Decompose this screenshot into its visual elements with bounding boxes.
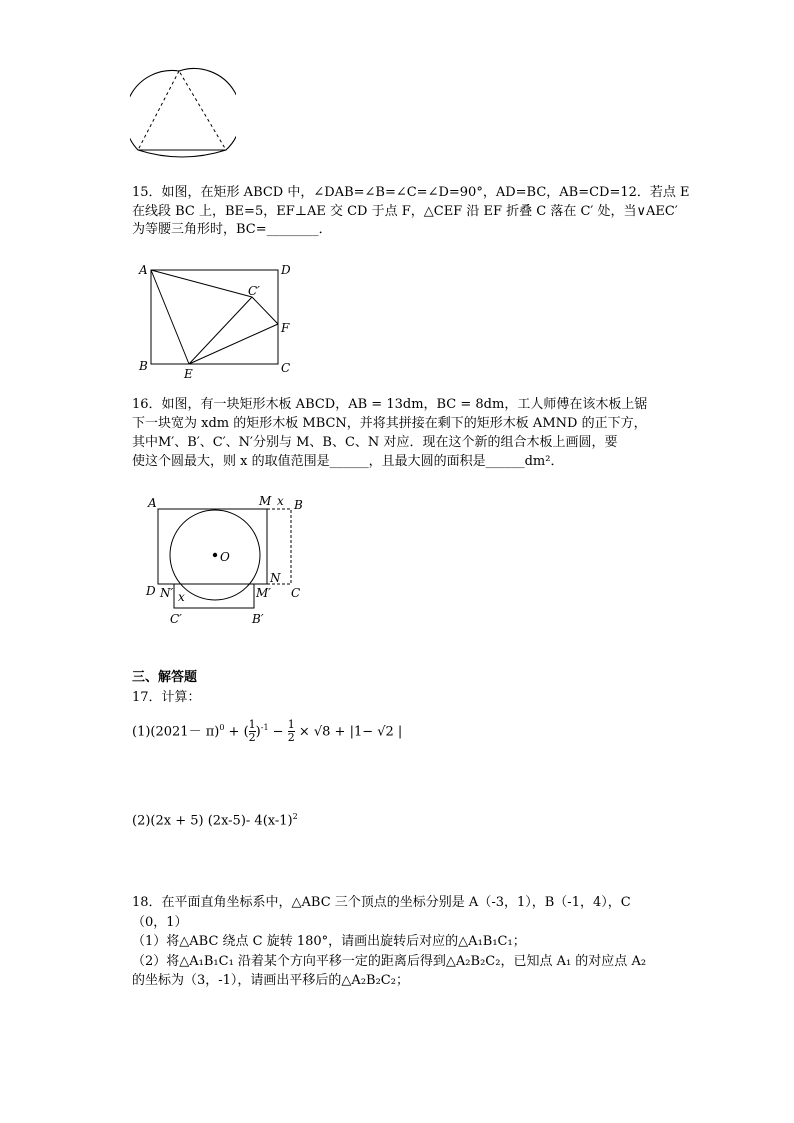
q15-line-1: 15．如图，在矩形 ABCD 中，∠DAB=∠B=∠C=∠D=90°，AD=BC，AB=CD=12．若点 E xyxy=(132,185,690,200)
q17-p2-expression: (2)(2x + 5) (2x-5)- 4(x-1) xyxy=(132,813,293,829)
section-title: 三、解答题 xyxy=(132,670,198,685)
q18-line-1: 18．在平面直角坐标系中，△ABC 三个顶点的坐标分别是 A（-3，1），B（-1，4），C xyxy=(132,895,631,910)
q16-line-2: 下一块宽为 xdm 的矩形木板 MBCN，并将其拼接在剩下的矩形木板 AMND 的正下方， xyxy=(132,416,647,431)
reuleaux-circle-figure xyxy=(130,66,236,166)
q17-p1-frac-den: 2 xyxy=(248,731,256,745)
label-f: F xyxy=(281,321,290,335)
q15-line-3: 为等腰三角形时，BC=________． xyxy=(132,222,332,237)
q17-p1-frac2-num: 1 xyxy=(287,718,295,732)
question-15 xyxy=(132,184,690,240)
q18-line-4: （2）将△A₁B₁C₁ 沿着某个方向平移一定的距离后得到△A₂B₂C₂，已知点 A₁ 的对应点 A₂ xyxy=(132,953,647,969)
q17-p1-frac-num: 1 xyxy=(248,718,256,732)
label-e: E xyxy=(184,367,193,380)
label-b: B xyxy=(294,498,303,512)
label-a: A xyxy=(148,496,157,510)
label-c1: C′ xyxy=(248,284,260,298)
label-n: N xyxy=(270,571,281,585)
segment-c1f xyxy=(252,297,278,324)
q15-rectangle-figure xyxy=(134,260,304,380)
board-moved-piece xyxy=(174,584,254,608)
q17-p1-plus: + ( xyxy=(224,724,249,740)
q16-line-3: 其中M′、B′、C′、N′分别与 M、B、C、N 对应．现在这个新的组合木板上画圆，要 xyxy=(132,435,618,450)
q16-board-figure xyxy=(144,493,314,628)
q18-line-3: （1）将△ABC 绕点 C 旋转 180°，请画出旋转后对应的△A₁B₁C₁； xyxy=(132,934,526,949)
question-18 xyxy=(132,893,662,991)
q18-line-5: 的坐标为（3，-1），请画出平移后的△A₂B₂C₂； xyxy=(132,973,409,988)
q18-line-2: （0，1） xyxy=(132,914,188,930)
label-a: A xyxy=(139,263,148,277)
q16-line-1: 16．如图，有一块矩形木板 ABCD，AB = 13dm，BC = 8dm，工人师傅在该木板上锯 xyxy=(132,397,648,412)
label-x-bot: x xyxy=(178,590,185,604)
label-b: B xyxy=(139,359,148,373)
q17-p1-fraction xyxy=(249,719,256,744)
q17-part-2 xyxy=(132,812,298,828)
outer-arc-shape xyxy=(130,69,236,150)
bottom-arc xyxy=(138,150,226,157)
q17-p1-rest: × √8 + |1− √2 | xyxy=(294,724,403,740)
q15-line-2: 在线段 BC 上，BE=5，EF⊥AE 交 CD 于点 F，△CEF 沿 EF 折叠 C 落在 C′ 处，当∨AEC′ xyxy=(132,203,678,219)
segment-ec1 xyxy=(189,297,252,364)
label-d: D xyxy=(281,263,291,277)
label-d: D xyxy=(146,584,156,598)
q17-title: 17．计算： xyxy=(132,690,201,705)
segment-ae xyxy=(151,270,189,364)
label-c: C xyxy=(281,361,291,375)
q17-p1-close: ) xyxy=(255,724,261,740)
question-16 xyxy=(132,395,662,471)
segment-ac1 xyxy=(151,270,252,297)
label-o: O xyxy=(220,550,230,564)
q17-part-1 xyxy=(132,714,402,746)
q17-p1-base: (1)(2021－ π) xyxy=(132,724,220,740)
q17-p1-exp1: -1 xyxy=(260,723,269,732)
board-amnd xyxy=(158,509,267,584)
center-point xyxy=(213,553,217,557)
label-m1: M′ xyxy=(256,586,272,600)
label-n1: N′ xyxy=(160,586,174,600)
q17-p1-minus: − xyxy=(268,724,288,740)
q16-line-4: 使这个圆最大，则 x 的取值范围是______，且最大圆的面积是______dm²． xyxy=(132,454,564,469)
label-c1: C′ xyxy=(170,612,182,626)
segment-ef xyxy=(189,324,278,364)
q17-p1-frac2-den: 2 xyxy=(287,731,295,745)
q17-p1-exp0: 0 xyxy=(219,723,225,732)
label-b1: B′ xyxy=(252,612,264,626)
inscribed-triangle xyxy=(138,71,226,150)
label-x-top: x xyxy=(277,494,284,508)
label-m: M xyxy=(259,494,272,508)
q17-p1-fraction-2 xyxy=(288,719,295,744)
label-c: C xyxy=(291,586,301,600)
q17-p2-exp: 2 xyxy=(292,812,298,821)
